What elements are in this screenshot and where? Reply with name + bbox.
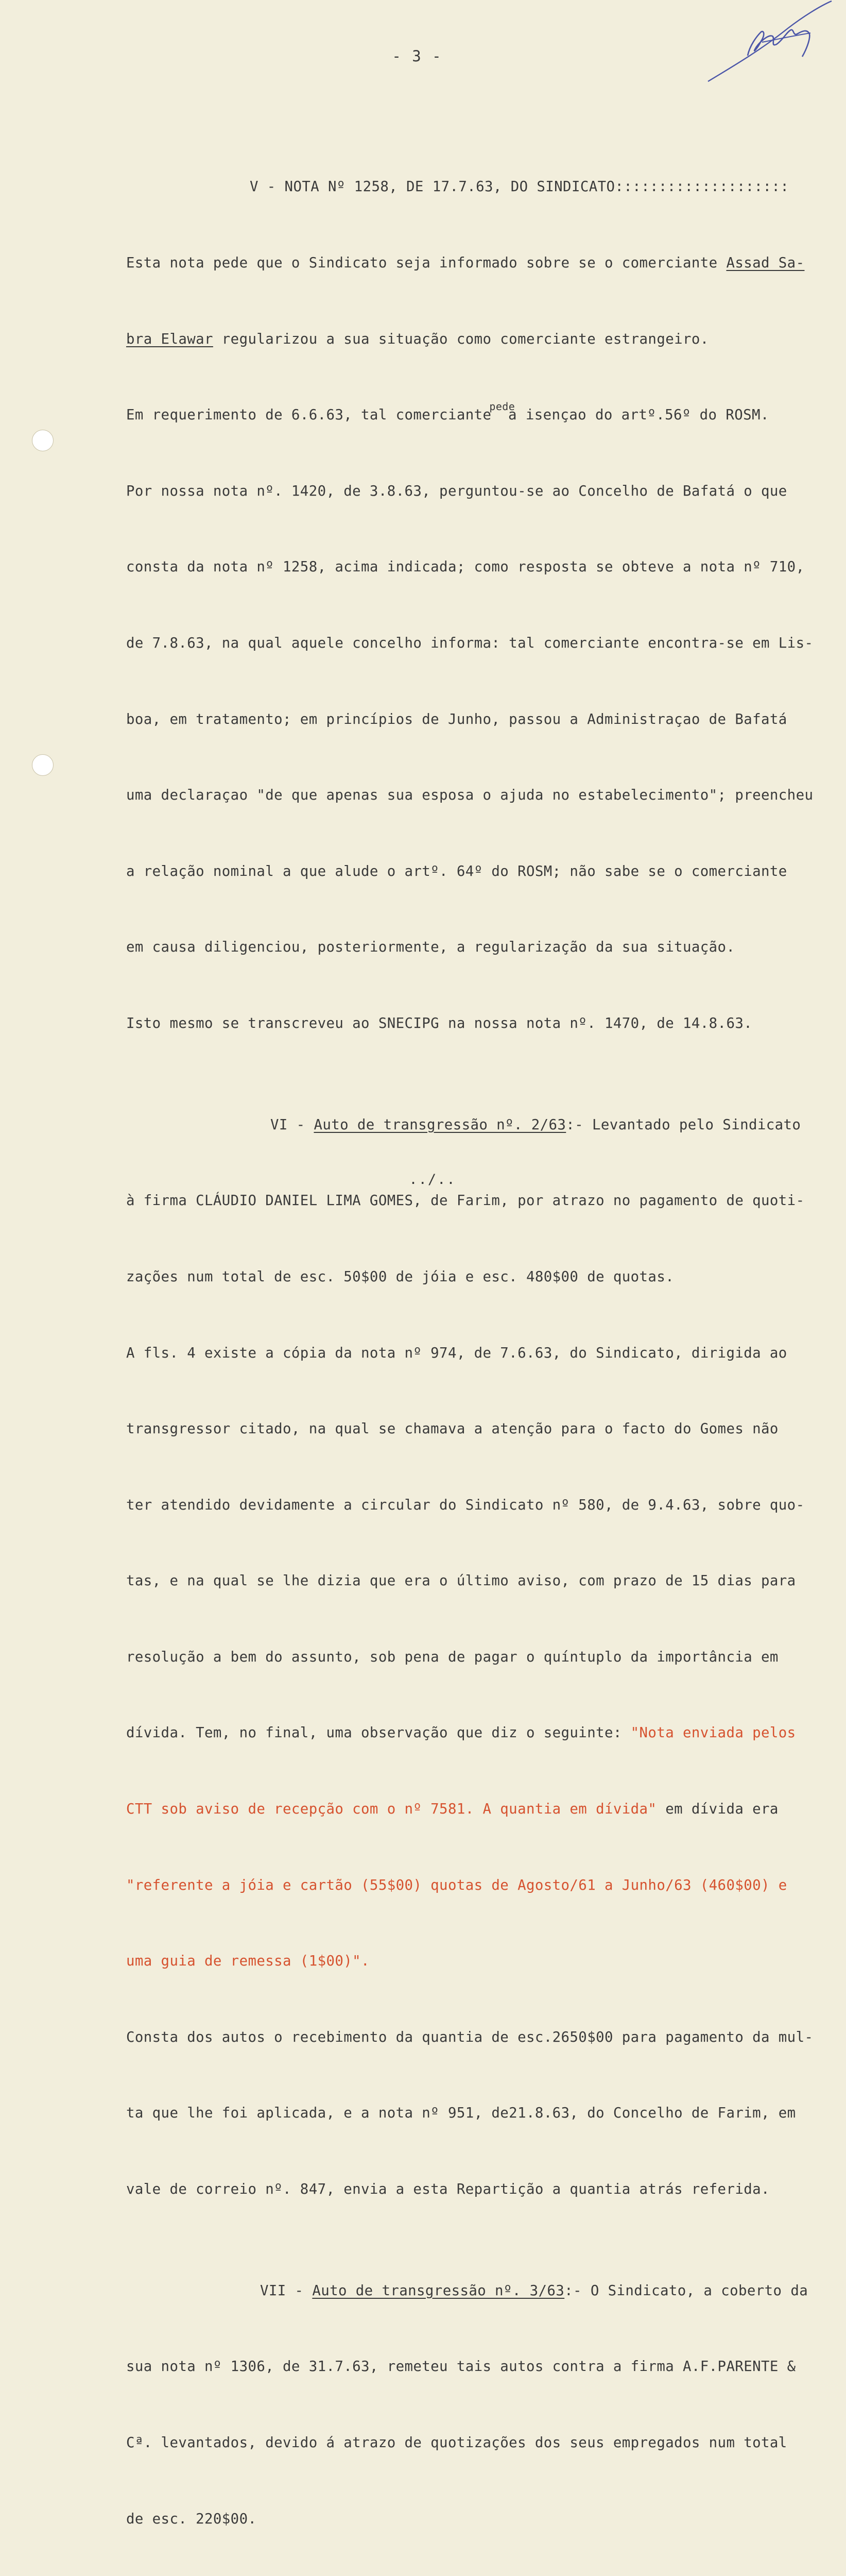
text-line: de 7.8.63, na qual aquele concelho informa: tal comerciante encontra-se em Lis- bbox=[126, 635, 814, 651]
text-line: Isto mesmo se transcreveu ao SNECIPG na nossa nota nº. 1470, de 14.8.63. bbox=[126, 1015, 753, 1031]
handwritten-insertion: pede bbox=[489, 400, 515, 413]
text-line bbox=[126, 402, 832, 428]
text-line: ter atendido devidamente a circular do Sindicato nº 580, de 9.4.63, sobre quo- bbox=[126, 1497, 805, 1513]
text-line: à firma CLÁUDIO DANIEL LIMA GOMES, de Farim, por atrazo no pagamento de quoti- bbox=[126, 1193, 805, 1209]
text-line: ta que lhe foi aplicada, e a nota nº 951, de21.8.63, do Concelho de Farim, em bbox=[126, 2105, 796, 2122]
text-span: VII - bbox=[260, 2282, 313, 2299]
punch-hole-bottom bbox=[32, 754, 54, 776]
red-quote-line: "referente a jóia e cartão (55$00) quotas de Agosto/61 a Junho/63 (460$00) e bbox=[126, 1877, 787, 1893]
red-quote-line: uma guia de remessa (1$00)". bbox=[126, 1953, 370, 1970]
text-line bbox=[126, 250, 832, 276]
text-line: Cª. levantados, devido á atrazo de quotizações dos seus empregados num total bbox=[126, 2435, 787, 2451]
text-line: a relação nominal a que alude o artº. 64º do ROSM; não sabe se o comerciante bbox=[126, 863, 787, 879]
text-span: VI - bbox=[270, 1116, 314, 1133]
text-line: tas, e na qual se lhe dizia que era o último aviso, com prazo de 15 dias para bbox=[126, 1573, 796, 1589]
document-body bbox=[126, 124, 832, 2576]
text-line: uma declaraçao "de que apenas sua esposa o ajuda no estabelecimento"; preencheu bbox=[126, 787, 814, 804]
section-vi-heading bbox=[126, 1112, 832, 1138]
text-span: Esta nota pede que o Sindicato seja informado sobre se o comerciante bbox=[126, 255, 727, 271]
merchant-name: Assad Sa- bbox=[726, 255, 805, 271]
text-span: a isençao do artº.56º do ROSM. bbox=[499, 407, 769, 423]
text-span: em dívida era bbox=[657, 1801, 779, 1818]
text-span: Em requerimento de 6.6.63, tal comerciante bbox=[126, 407, 492, 423]
text-line: vale de correio nº. 847, envia a esta Repartição a quantia atrás referida. bbox=[126, 2181, 770, 2198]
text-line: sua nota nº 1306, de 31.7.63, remeteu tais autos contra a firma A.F.PARENTE & bbox=[126, 2359, 796, 2375]
text-line: zações num total de esc. 50$00 de jóia e esc. 480$00 de quotas. bbox=[126, 1268, 675, 1285]
handwritten-signature bbox=[700, 0, 834, 88]
punch-hole-top bbox=[32, 430, 54, 451]
text-line: boa, em tratamento; em princípios de Junho, passou a Administraçao de Bafatá bbox=[126, 711, 787, 727]
section-vi-title: Auto de transgressão nº. 2/63 bbox=[314, 1116, 566, 1133]
text-line: Consta dos autos o recebimento da quantia de esc.2650$00 para pagamento da mul- bbox=[126, 2029, 814, 2045]
text-line bbox=[126, 327, 832, 352]
text-span: :- Levantado pelo Sindicato bbox=[566, 1116, 801, 1133]
merchant-name-cont: bra Elawar bbox=[126, 331, 213, 347]
text-span: dívida. Tem, no final, uma observação que diz o seguinte: bbox=[126, 1725, 631, 1741]
section-v-heading: V - NOTA Nº 1258, DE 17.7.63, DO SINDICATO:::::::::::::::::::: bbox=[250, 179, 789, 195]
text-line: de esc. 220$00. bbox=[126, 2511, 257, 2527]
text-line bbox=[126, 1720, 832, 1745]
text-line: A fls. 4 existe a cópia da nota nº 974, de 7.6.63, do Sindicato, dirigida ao bbox=[126, 1345, 787, 1361]
text-line: Por nossa nota nº. 1420, de 3.8.63, perguntou-se ao Concelho de Bafatá o que bbox=[126, 483, 787, 499]
page-number: - 3 - bbox=[392, 47, 442, 65]
red-quote: CTT sob aviso de recepção com o nº 7581. A quantia em dívida" bbox=[126, 1801, 657, 1818]
section-vii-heading bbox=[126, 2278, 832, 2303]
text-line: consta da nota nº 1258, acima indicada; como resposta se obteve a nota nº 710, bbox=[126, 559, 805, 575]
text-span: :- O Sindicato, a coberto da bbox=[564, 2282, 808, 2299]
text-line bbox=[126, 1797, 832, 1822]
text-line: em causa diligenciou, posteriormente, a regularização da sua situação. bbox=[126, 939, 735, 956]
text-line: resolução a bem do assunto, sob pena de pagar o quíntuplo da importância em bbox=[126, 1649, 779, 1665]
text-line: transgressor citado, na qual se chamava a atenção para o facto do Gomes não bbox=[126, 1421, 779, 1437]
text-span: regularizou a sua situação como comerciante estrangeiro. bbox=[213, 331, 709, 347]
section-vii-title: Auto de transgressão nº. 3/63 bbox=[312, 2282, 565, 2299]
red-quote: "Nota enviada pelos bbox=[630, 1725, 796, 1741]
continuation-marker: ../.. bbox=[409, 1172, 456, 1188]
